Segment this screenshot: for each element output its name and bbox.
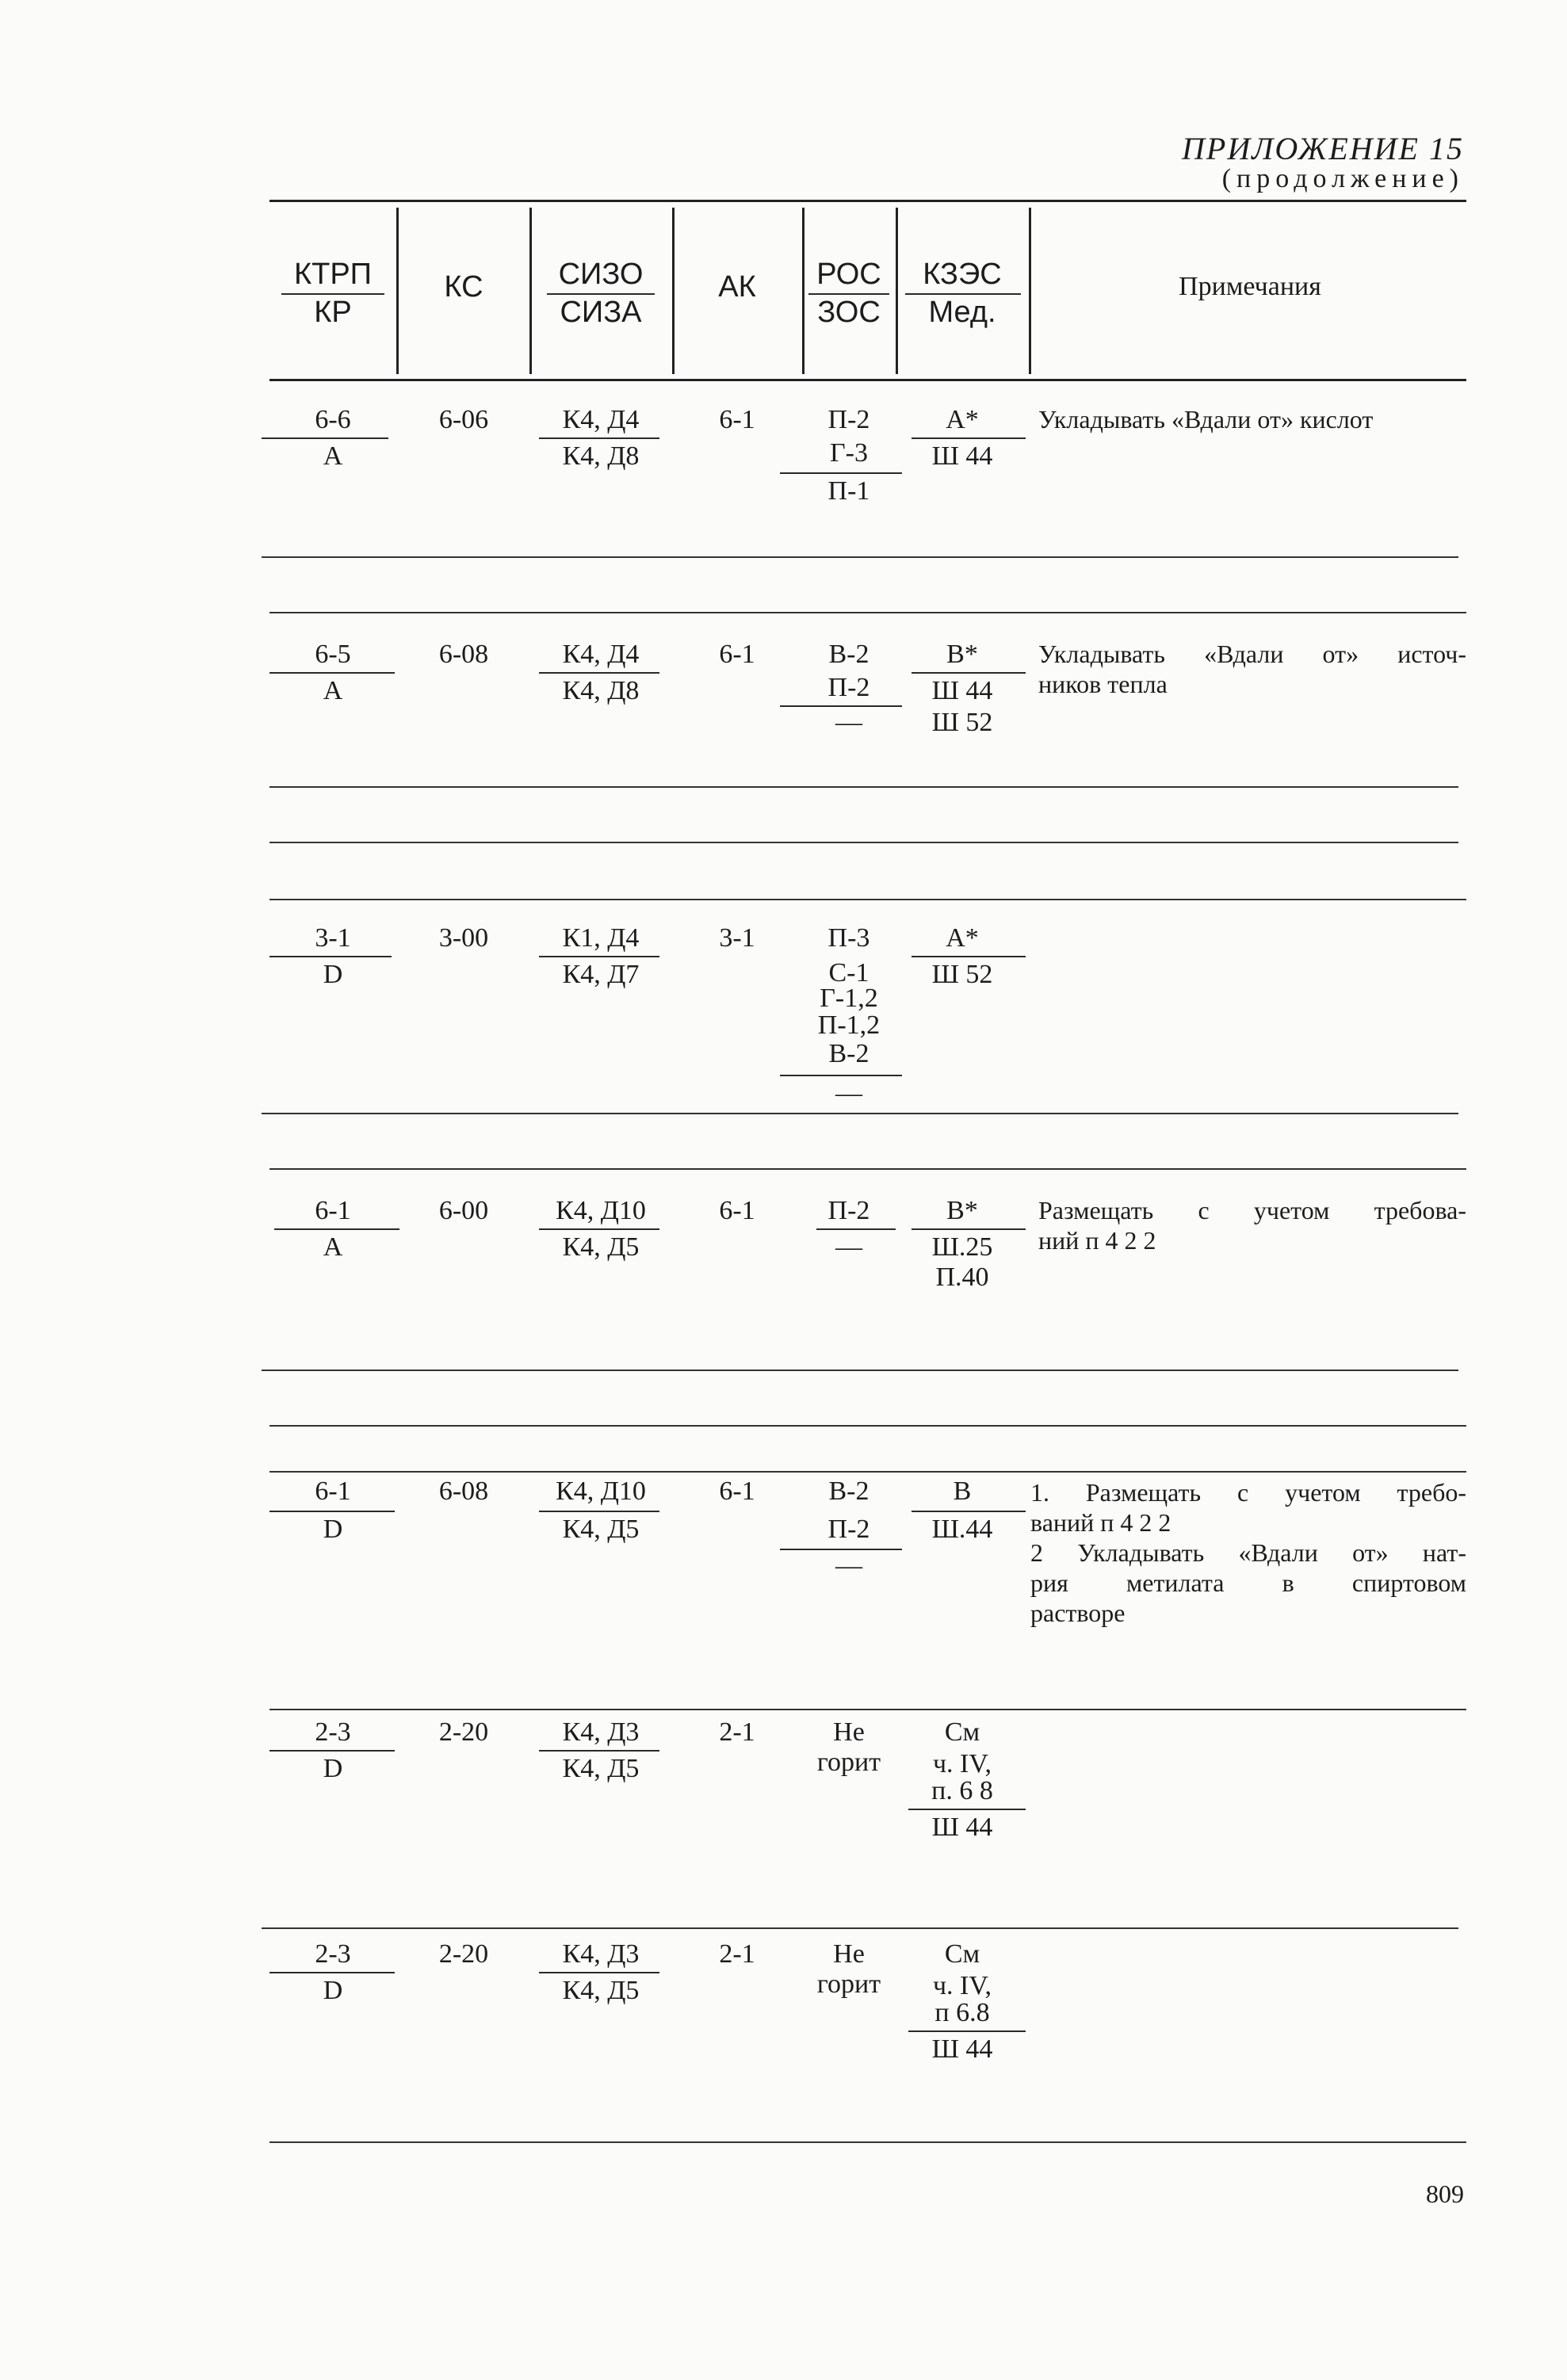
note-line: 2 Укладывать «Вдали от» нат- — [1030, 1538, 1466, 1567]
fraction-line — [912, 437, 1026, 439]
page-number: 809 — [1426, 2179, 1464, 2208]
cell-sizo: К4, Д10 — [556, 1477, 646, 1506]
note-line: ваний п 4 2 2 — [1030, 1508, 1171, 1537]
note-line: 1. Размещать с учетом требо- — [1030, 1478, 1466, 1507]
cell-notes — [1038, 639, 1466, 699]
note-line: Укладывать «Вдали от» кислот — [1038, 405, 1374, 434]
fraction-line — [262, 437, 388, 439]
cell-ktrp: 3-1 — [315, 923, 351, 953]
cell-zos: — — [835, 708, 862, 737]
cell-kr: D — [323, 960, 343, 989]
col-header-kr: КР — [314, 296, 352, 329]
fraction-line — [269, 1511, 395, 1512]
cell-kzes: п 6.8 — [934, 1998, 990, 2027]
cell-kzes: В — [953, 1477, 972, 1506]
header-divider — [802, 208, 805, 374]
fraction-line — [912, 1511, 1026, 1512]
row-separator — [269, 786, 1458, 788]
cell-sizo: К4, Д4 — [562, 640, 640, 669]
cell-med: Ш 44 — [931, 441, 993, 471]
cell-ros: П-2 — [827, 405, 870, 434]
cell-kr: D — [323, 1515, 343, 1544]
col-header-sizo: СИЗО — [558, 258, 644, 291]
header-bottom-rule — [269, 379, 1466, 381]
cell-siza: К4, Д8 — [562, 441, 640, 471]
fraction-line — [780, 472, 902, 474]
note-line: ний п 4 2 2 — [1038, 1226, 1156, 1255]
header-divider — [672, 208, 675, 374]
cell-kr: D — [323, 1976, 343, 2005]
row-separator — [262, 1370, 1458, 1371]
header-divider — [396, 208, 399, 374]
cell-ak: 6-1 — [719, 1477, 755, 1506]
fraction-line — [539, 672, 659, 674]
row-separator — [269, 1425, 1466, 1427]
cell-ros: В-2 — [828, 1039, 869, 1068]
cell-ktrp: 6-1 — [315, 1196, 351, 1225]
fraction-line — [539, 956, 659, 957]
appendix-title: ПРИЛОЖЕНИЕ 15 — [1182, 131, 1464, 166]
cell-ros: Г-1,2 — [820, 984, 878, 1013]
cell-ks: 6-08 — [438, 1477, 489, 1506]
col-header-ktrp: КТРП — [293, 258, 372, 291]
fraction-line — [539, 1750, 659, 1752]
cell-med: Ш 52 — [931, 708, 993, 737]
cell-zos: — — [835, 1551, 862, 1580]
cell-siza: К4, Д5 — [562, 1515, 640, 1544]
cell-sizo: К1, Д4 — [562, 923, 640, 953]
cell-med: П.40 — [935, 1263, 989, 1292]
note-line: ников тепла — [1038, 670, 1168, 698]
cell-ks: 3-00 — [438, 923, 489, 953]
cell-med: Ш 44 — [931, 2034, 993, 2064]
col-header-ks: КС — [444, 270, 483, 304]
cell-notes — [1038, 1195, 1466, 1255]
cell-ks: 6-08 — [438, 640, 489, 669]
cell-ktrp: 6-1 — [315, 1477, 351, 1506]
col-header-notes: Примечания — [1179, 272, 1321, 301]
cell-ks: 2-20 — [438, 1717, 489, 1747]
cell-ak: 2-1 — [719, 1717, 755, 1747]
note-line: растворе — [1030, 1599, 1126, 1627]
cell-kzes: В* — [946, 1196, 978, 1225]
fraction-line — [547, 293, 655, 295]
cell-siza: К4, Д5 — [562, 1232, 640, 1262]
col-header-zos: ЗОС — [817, 296, 881, 329]
row-separator — [269, 899, 1466, 900]
row-separator — [269, 842, 1458, 843]
note-line: Размещать с учетом требова- — [1038, 1196, 1466, 1224]
cell-kzes: А* — [946, 405, 979, 434]
fraction-line — [539, 1972, 659, 1973]
cell-ak: 6-1 — [719, 405, 755, 434]
cell-ros: Не — [833, 1717, 865, 1747]
cell-ros: горит — [816, 1969, 881, 1999]
col-header-ros: РОС — [816, 258, 881, 291]
cell-kzes: См — [944, 1717, 980, 1747]
cell-kr: А — [323, 676, 343, 705]
cell-kzes: ч. IV, — [932, 1749, 992, 1778]
cell-ros: С-1 — [828, 958, 869, 988]
cell-kzes: А* — [946, 923, 979, 953]
cell-med: Ш 44 — [931, 676, 993, 705]
row-separator — [262, 1113, 1458, 1114]
cell-kr: А — [323, 441, 343, 471]
fraction-line — [808, 293, 889, 295]
cell-kr: D — [323, 1754, 343, 1783]
cell-ktrp: 6-5 — [315, 640, 351, 669]
cell-med: Ш.44 — [931, 1515, 993, 1544]
cell-siza: К4, Д7 — [562, 960, 640, 989]
table-bottom-rule — [269, 2141, 1466, 2143]
fraction-line — [539, 1511, 659, 1512]
cell-kzes: ч. IV, — [932, 1971, 992, 2000]
cell-kzes: См — [944, 1939, 980, 1969]
note-line: Укладывать «Вдали от» источ- — [1038, 640, 1466, 668]
col-header-siza: СИЗА — [560, 296, 642, 329]
fraction-line — [539, 1228, 659, 1230]
header-top-rule — [269, 200, 1466, 202]
fraction-line — [905, 293, 1021, 295]
cell-notes — [1030, 1477, 1466, 1628]
cell-sizo: К4, Д3 — [562, 1939, 640, 1969]
cell-ros: П-3 — [827, 923, 870, 953]
cell-siza: К4, Д5 — [562, 1754, 640, 1783]
cell-ros: В-2 — [828, 1477, 869, 1506]
fraction-line — [816, 1228, 896, 1230]
cell-zos: — — [835, 1079, 862, 1108]
cell-med: Ш.25 — [931, 1232, 993, 1262]
header-divider — [529, 208, 532, 374]
cell-kr: А — [323, 1232, 343, 1262]
note-line: рия метилата в спиртовом — [1030, 1568, 1466, 1597]
cell-ks: 6-06 — [438, 405, 489, 434]
cell-siza: К4, Д8 — [562, 676, 640, 705]
cell-ros: горит — [816, 1748, 881, 1777]
fraction-line — [269, 1972, 395, 1973]
row-separator — [269, 1709, 1466, 1710]
cell-ros: В-2 — [828, 640, 869, 669]
fraction-line — [780, 1075, 902, 1076]
cell-zos: — — [835, 1232, 862, 1262]
fraction-line — [274, 1228, 399, 1230]
fraction-line — [912, 956, 1026, 957]
col-header-kzes: КЗЭС — [923, 258, 1002, 291]
cell-siza: К4, Д5 — [562, 1976, 640, 2005]
fraction-line — [281, 293, 384, 295]
cell-ktrp: 2-3 — [315, 1717, 351, 1747]
fraction-line — [912, 672, 1026, 674]
cell-med: Ш 44 — [931, 1813, 993, 1842]
row-separator — [262, 1927, 1458, 1929]
cell-sizo: К4, Д4 — [562, 405, 640, 434]
appendix-subtitle: (продолжение) — [1221, 164, 1464, 193]
cell-sizo: К4, Д3 — [562, 1717, 640, 1747]
cell-kzes: п. 6 8 — [931, 1776, 993, 1805]
col-header-med: Мед. — [928, 296, 996, 329]
cell-med: Ш 52 — [931, 960, 993, 989]
cell-ak: 6-1 — [719, 1196, 755, 1225]
cell-kzes: В* — [946, 640, 978, 669]
cell-ros: П-1,2 — [817, 1010, 881, 1040]
cell-ak: 6-1 — [719, 640, 755, 669]
row-separator — [269, 612, 1466, 613]
cell-zos: П-1 — [827, 476, 870, 506]
cell-ros: Г-3 — [830, 438, 868, 468]
cell-ros: П-2 — [827, 1515, 870, 1544]
header-divider — [1029, 208, 1031, 374]
cell-ak: 2-1 — [719, 1939, 755, 1969]
cell-sizo: К4, Д10 — [556, 1196, 646, 1225]
cell-notes — [1038, 404, 1466, 434]
cell-ktrp: 2-3 — [315, 1939, 351, 1969]
fraction-line — [908, 1809, 1026, 1810]
cell-ros: Не — [833, 1939, 865, 1969]
fraction-line — [539, 437, 659, 439]
fraction-line — [269, 956, 392, 957]
col-header-ak: АК — [718, 270, 756, 304]
row-separator — [269, 1168, 1466, 1170]
fraction-line — [269, 672, 395, 674]
row-separator — [269, 1471, 1466, 1473]
cell-ks: 2-20 — [438, 1939, 489, 1969]
cell-ktrp: 6-6 — [315, 405, 351, 434]
fraction-line — [908, 2030, 1026, 2032]
header-divider — [896, 208, 898, 374]
fraction-line — [269, 1750, 395, 1752]
fraction-line — [912, 1228, 1026, 1230]
row-separator — [262, 556, 1458, 558]
cell-ak: 3-1 — [719, 923, 755, 953]
cell-ks: 6-00 — [438, 1196, 489, 1225]
cell-ros: П-2 — [827, 1196, 870, 1225]
cell-ros: П-2 — [827, 673, 870, 702]
